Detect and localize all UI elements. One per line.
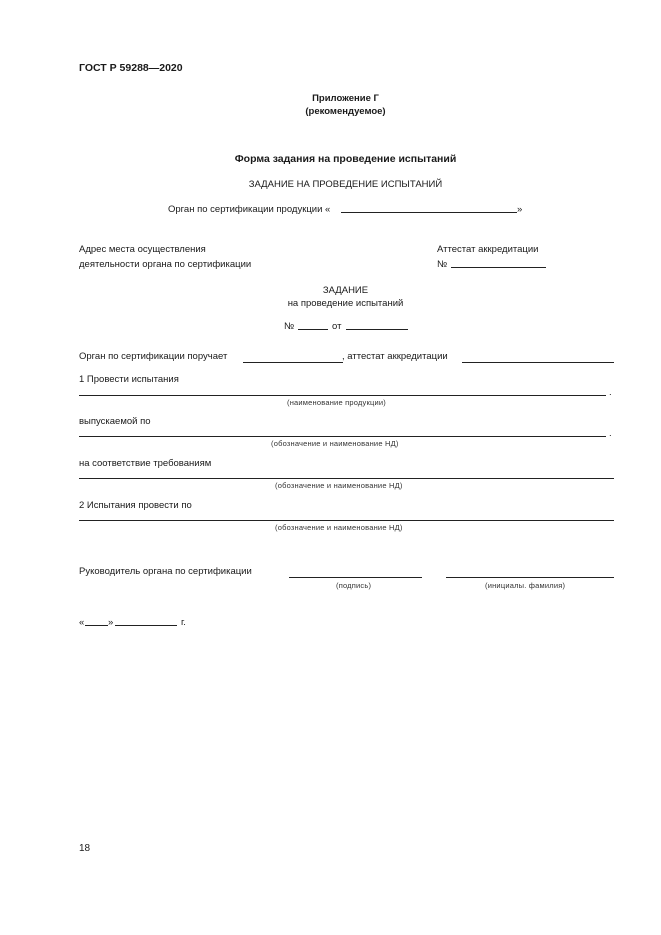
item2-label: 2 Испытания провести по [79,500,192,511]
org-close-quote: » [517,204,523,215]
address-label-line2: деятельности органа по сертификации [79,259,252,270]
produced-label: выпускаемой по [79,416,151,427]
item1-label: 1 Провести испытания [79,374,179,385]
date-close-quote: » [108,617,114,628]
date-open-quote: « [79,617,85,628]
date-year-suffix: г. [181,617,186,628]
date-day-line [85,625,108,626]
form-title: Форма задания на проведение испытаний [234,153,457,165]
attest-number-sign: № [437,259,448,270]
org-label: Орган по сертификации продукции « [168,204,331,215]
product-line-dot: . [609,387,612,398]
standard-number: ГОСТ Р 59288—2020 [79,62,183,74]
task-number-sign: № [284,321,295,332]
appendix-title: Приложение Г [312,93,379,104]
task-subtitle: на проведение испытаний [287,298,404,309]
page-number: 18 [79,843,91,854]
item2-nd-caption: (обозначение и наименование НД) [275,523,403,532]
assign-org-line [243,362,343,363]
address-label-line1: Адрес места осуществления [79,244,206,255]
attest-label: Аттестат аккредитации [437,244,539,255]
signature-line [289,577,422,578]
signature-caption: (подпись) [336,581,372,590]
compliance-nd-line [79,478,614,479]
task-date-line [346,329,408,330]
document-title: ЗАДАНИЕ НА ПРОВЕДЕНИЕ ИСПЫТАНИЙ [248,179,443,190]
produced-nd-line [79,436,606,437]
produced-nd-caption: (обозначение и наименование НД) [271,439,399,448]
compliance-label: на соответствие требованиям [79,458,212,469]
org-name-line [341,212,517,213]
task-number-line [298,329,328,330]
assign-attest-label: , аттестат аккредитации [342,351,448,362]
item2-nd-line [79,520,614,521]
task-title: ЗАДАНИЕ [322,285,369,296]
name-line [446,577,614,578]
product-name-line [79,395,606,396]
name-caption: (инициалы. фамилия) [485,581,566,590]
task-from-label: от [332,321,342,332]
assign-label: Орган по сертификации поручает [79,351,228,362]
attest-number-line [451,267,546,268]
date-month-line [115,625,177,626]
assign-attest-line [462,362,614,363]
appendix-subtitle: (рекомендуемое) [305,106,386,117]
product-name-caption: (наименование продукции) [287,398,386,407]
head-label: Руководитель органа по сертификации [79,566,252,577]
compliance-nd-caption: (обозначение и наименование НД) [275,481,403,490]
produced-line-dot: . [609,428,612,439]
